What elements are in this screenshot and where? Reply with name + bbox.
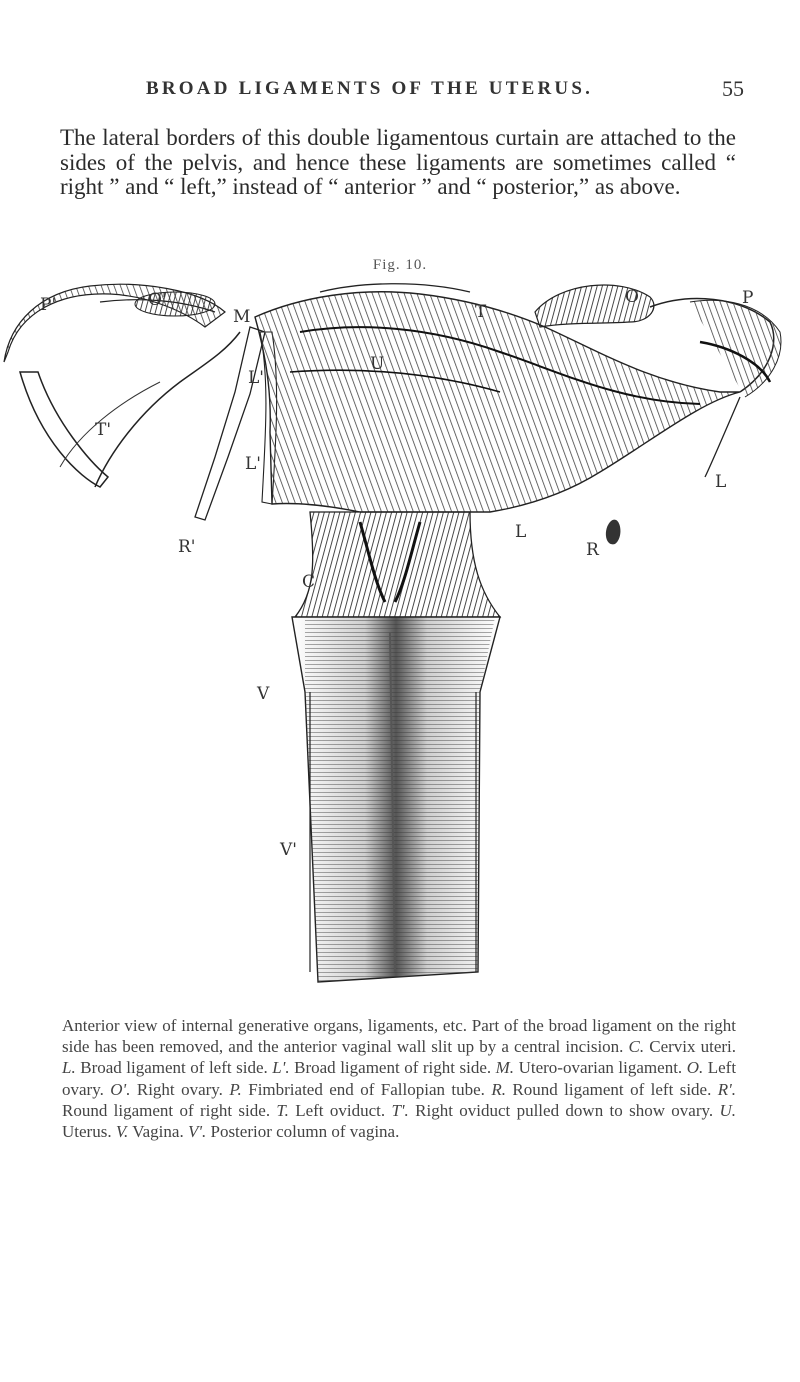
vagina: [292, 617, 500, 982]
caption-entry: U. Uterus.: [62, 1100, 737, 1142]
label-v-prime: V': [280, 840, 297, 860]
cervix: [295, 512, 500, 617]
anatomical-figure: [0, 272, 800, 1002]
label-c: C: [302, 572, 316, 592]
figure-caption: [62, 1015, 736, 1142]
caption-entry: C. Cervix uteri.: [628, 1037, 737, 1057]
label-r: R: [586, 540, 599, 560]
intro-paragraph: The lateral borders of this double ligamentous curtain are attached to the sides of the pelvis, and hence these ligaments are sometimes called “ right ” and “ left,” instead of “ anterior ” and “ posterior,” as above.: [60, 125, 736, 199]
label-m: M: [233, 307, 251, 327]
caption-entry: L. Broad ligament of left side.: [62, 1058, 268, 1078]
caption-entry: P. Fimbriated end of Fallopian tube.: [229, 1079, 485, 1099]
running-head-title: BROAD LIGAMENTS OF THE UTERUS.: [146, 78, 594, 99]
figure-label: Fig. 10.: [372, 257, 428, 273]
caption-entry: V'. Posterior column of vagina.: [187, 1122, 400, 1142]
uterus-illustration: [0, 272, 800, 1002]
caption-entry: O. Left ovary.: [62, 1058, 737, 1099]
label-l-prime-top: L': [248, 368, 264, 388]
label-l-right: L: [715, 472, 727, 492]
caption-entry: V. Vagina.: [115, 1122, 184, 1142]
label-l-prime: L': [245, 454, 261, 474]
label-l-center: L: [515, 522, 527, 542]
caption-entry: O'. Right ovary.: [110, 1079, 223, 1099]
label-p: P: [742, 288, 754, 308]
label-u: U: [370, 354, 385, 374]
label-r-prime: R': [178, 537, 196, 557]
caption-entry: M. Utero-ovarian ligament.: [495, 1058, 683, 1078]
label-t-prime: T': [95, 420, 112, 440]
page-number: 55: [722, 76, 744, 101]
caption-entry: R'. Round ligament of right side.: [62, 1079, 737, 1120]
label-v: V: [257, 684, 270, 704]
caption-entry: R. Round ligament of left side.: [491, 1079, 712, 1099]
caption-intro: Anterior view of internal generative organs, ligaments, etc. Part of the broad ligament on the right side has been removed, and the anterior vaginal wall slit up by a central incision.: [62, 1016, 736, 1057]
uterus-body: [255, 284, 740, 512]
label-o: O: [625, 287, 639, 307]
caption-entry: T. Left oviduct.: [276, 1100, 386, 1120]
running-head: [146, 78, 744, 108]
label-t: T: [475, 302, 487, 322]
label-o-prime: O': [148, 290, 167, 310]
caption-entry: L'. Broad ligament of right side.: [272, 1058, 492, 1078]
caption-entry: T'. Right oviduct pulled down to show ovary.: [391, 1100, 714, 1120]
label-p-prime: P': [40, 295, 57, 315]
